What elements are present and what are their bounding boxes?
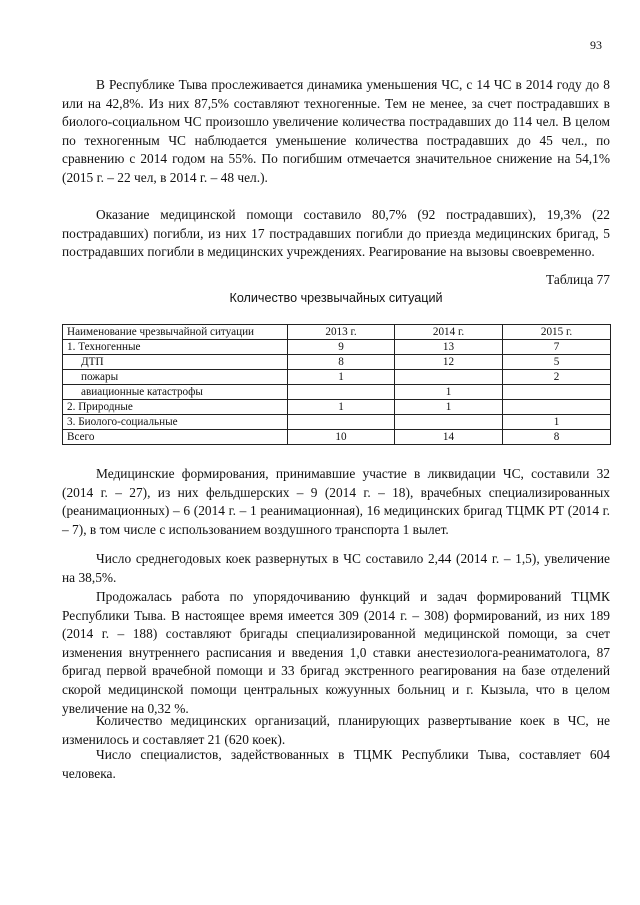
cell-2015 [503,385,611,400]
paragraph-medical-units: Медицинские формирования, принимавшие участие в ликвидации ЧС, составили 32 (2014 г. – 27), из них фельдшерских – 9 (2014 г. – 18), врачебных специализированных (реанимационных) – 6 (2014 г. – 1 реанимационная), 16 медицинских бригад ТЦМК РТ (2014 г. – 7), в том числе с использованием воздушного транспорта 1 вылет. [62,466,610,537]
row-name: Всего [63,430,288,445]
paragraph-formations: Продожалась работа по упорядочиванию функций и задач формирований ТЦМК Республики Тыва. В настоящее время имеется 309 (2014 г. – 308) формирований, из них 189 (2014 г. – 188) составляют бригады специализированной медицинской помощи, за счет изменения внутреннего расписания и введения 1,0 ставки анестезиолога-реаниматолога, 87 бригад первой врачебной помощи и 33 бригад экстренного реагирования на базе отделений скорой медицинской помощи центральных кожуунных больниц и г. Кызыла, что в целом увеличение на 0,32 %. [62,589,610,716]
cell-2013 [288,385,395,400]
table-row [63,355,611,370]
header-name: Наименование чрезвычайной ситуации [63,325,288,340]
cell-2014: 12 [395,355,503,370]
paragraph-organizations: Количество медицинских организаций, планирующих развертывание коек в ЧС, не изменилось и составляет 21 (620 коек). [62,713,610,747]
table-row [63,400,611,415]
cell-2013: 9 [288,340,395,355]
emergency-table [62,324,611,445]
paragraph-medical-aid: Оказание медицинской помощи составило 80,7% (92 пострадавших), 19,3% (22 пострадавших) погибли, из них 17 пострадавших погибли до приезда медицинских бригад, 5 пострадавших погибли в медицинских учреждениях. Реагирование на вызовы своевременно. [62,207,610,260]
table-row [63,415,611,430]
cell-2014 [395,370,503,385]
table-row [63,370,611,385]
cell-2015: 5 [503,355,611,370]
cell-2015: 8 [503,430,611,445]
cell-2013: 1 [288,400,395,415]
cell-2015 [503,400,611,415]
paragraph-emergency-dynamics: В Республике Тыва прослеживается динамика уменьшения ЧС, с 14 ЧС в 2014 году до 8 или на 42,8%. Из них 87,5% составляют техногенные. Тем не менее, за счет пострадавших в биолого-социальном ЧС произошло увеличение количества пострадавших до 114 чел. В целом по техногенным ЧС наблюдается уменьшение количества пострадавших до 45 чел., по сравнению с 2014 годом на 55%. По погибшим отмечается значительное снижение на 54,1% (2015 г. – 22 чел, в 2014 г. – 48 чел.). [62,77,610,185]
table-caption: Таблица 77 [546,272,610,287]
cell-2014: 14 [395,430,503,445]
page-number: 93 [590,38,602,52]
cell-2013: 8 [288,355,395,370]
paragraph-bed-count: Число среднегодовых коек развернутых в ЧС составило 2,44 (2014 г. – 1,5), увеличение на 38,5%. [62,551,610,585]
row-name: 3. Биолого-социальные [63,415,288,430]
cell-2014: 1 [395,400,503,415]
cell-2013: 10 [288,430,395,445]
row-name: 1. Техногенные [63,340,288,355]
row-name: пожары [63,370,288,385]
cell-2014: 1 [395,385,503,400]
cell-2013: 1 [288,370,395,385]
paragraph-specialists: Число специалистов, задействованных в ТЦМК Республики Тыва, составляет 604 человека. [62,747,610,781]
table-header-row [63,325,611,340]
cell-2015: 2 [503,370,611,385]
table-row [63,385,611,400]
cell-2015: 7 [503,340,611,355]
cell-2014: 13 [395,340,503,355]
cell-2014 [395,415,503,430]
table-total-row [63,430,611,445]
table-row [63,340,611,355]
cell-2013 [288,415,395,430]
header-2014: 2014 г. [395,325,503,340]
header-2015: 2015 г. [503,325,611,340]
row-name: авиационные катастрофы [63,385,288,400]
row-name: ДТП [63,355,288,370]
cell-2015: 1 [503,415,611,430]
table-title: Количество чрезвычайных ситуаций [229,291,443,305]
header-2013: 2013 г. [288,325,395,340]
row-name: 2. Природные [63,400,288,415]
